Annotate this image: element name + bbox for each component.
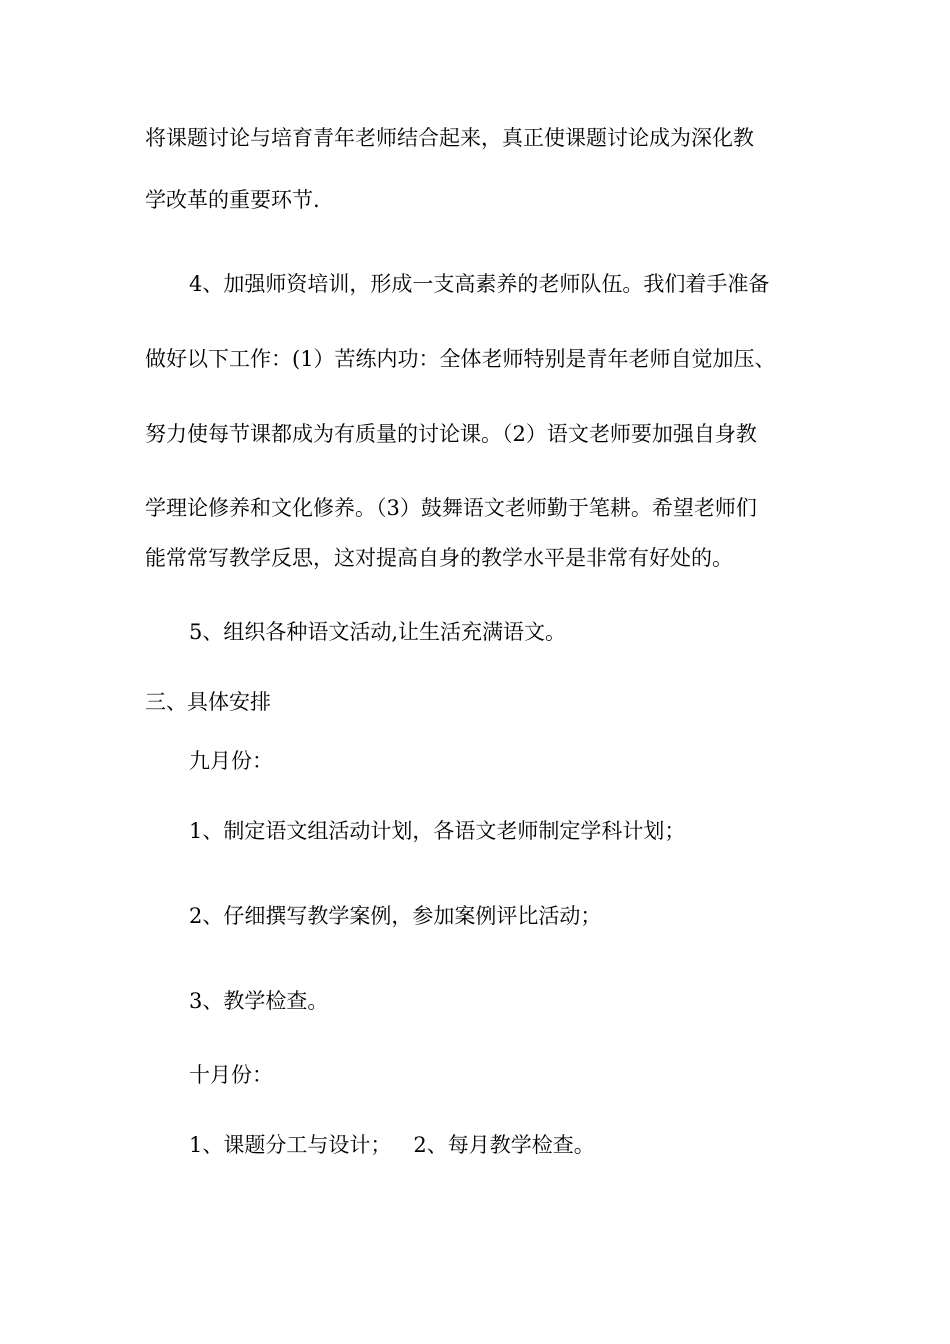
paragraph-line: 学理论修养和文化修养。（3）鼓舞语文老师勤于笔耕。希望老师们 [145,496,757,520]
october-items-line [189,1131,595,1159]
list-item: 1、制定语文组活动计划，各语文老师制定学科计划； [189,819,686,843]
list-item: 2、每月教学检查。 [413,1133,595,1157]
paragraph-line: 努力使每节课都成为有质量的讨论课。（2）语文老师要加强自身教 [145,422,757,446]
paragraph-line: 做好以下工作：(1）苦练内功：全体老师特别是青年老师自觉加压、 [145,347,776,371]
month-label-october: 十月份： [189,1063,273,1087]
section-heading: 三、具体安排 [145,690,271,714]
list-item: 2、仔细撰写教学案例，参加案例评比活动； [189,904,602,928]
list-item: 1、课题分工与设计； [189,1133,392,1157]
paragraph-line: 将课题讨论与培育青年老师结合起来，真正使课题讨论成为深化教 [145,126,754,150]
paragraph-line: 5、组织各种语文活动,让生活充满语文。 [189,620,567,644]
month-label-september: 九月份： [189,749,273,773]
paragraph-line: 能常常写教学反思，这对提高自身的教学水平是非常有好处的。 [145,546,733,570]
list-item: 3、教学检查。 [189,989,329,1013]
paragraph-line: 学改革的重要环节. [145,188,320,212]
paragraph-line: 4、加强师资培训，形成一支高素养的老师队伍。我们着手准备 [189,272,770,296]
